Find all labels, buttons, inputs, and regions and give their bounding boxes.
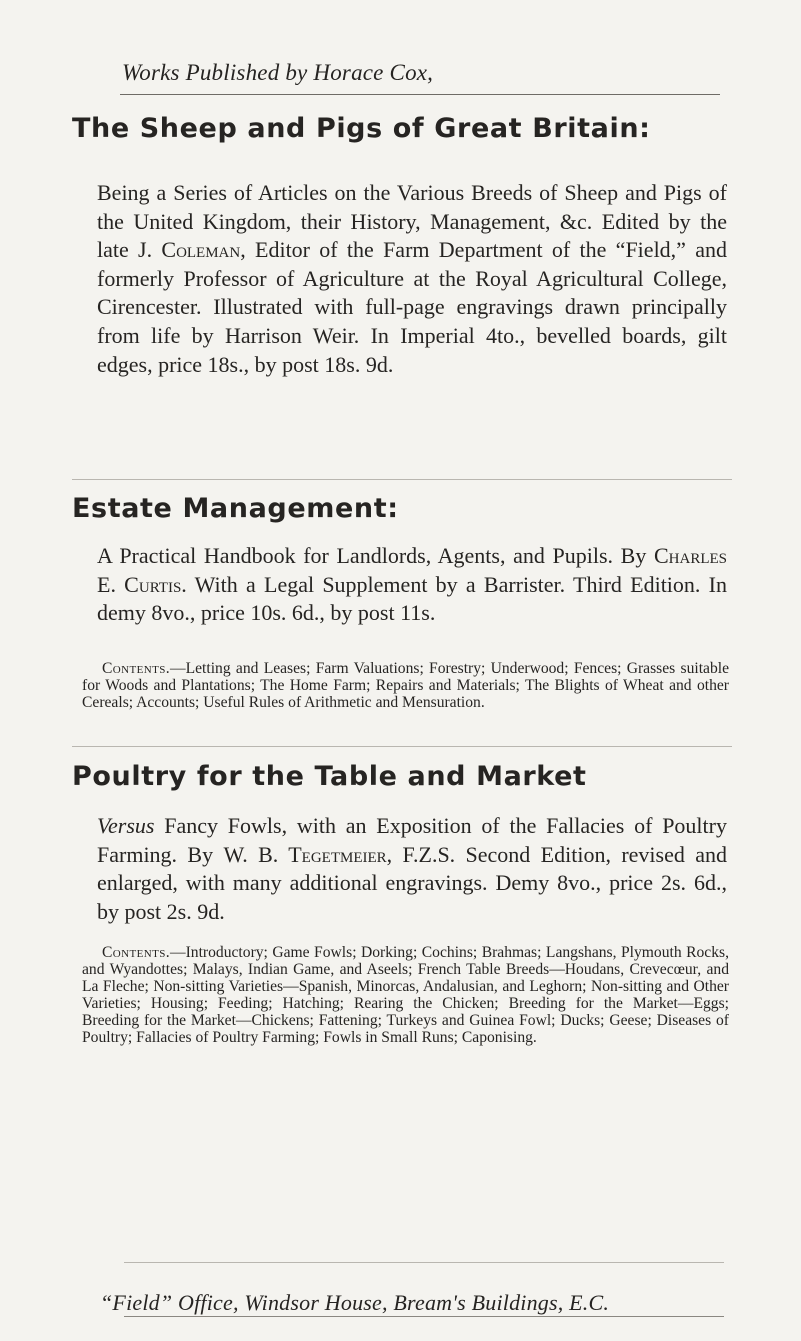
editor-name: Coleman xyxy=(161,237,241,263)
description-text: Being a Series of Articles on the Various Breeds of Sheep and Pigs of the United Kingdom, their History, Management, &c. Edited by the late J. xyxy=(97,180,727,263)
contents-text: —Letting and Leases; Farm Valuations; Forestry; Underwood; Fences; Grasses suitable for Woods and Plantations; The Home Farm; Repairs and Materials; The Blights of Wheat and other Cereals; Accounts; Useful Rules of Arithmetic and Mensuration. xyxy=(82,660,729,711)
book-description xyxy=(97,812,727,926)
book-title: Estate Management: xyxy=(72,493,399,524)
versus-word: Versus xyxy=(97,813,155,838)
running-head: Works Published by Horace Cox, xyxy=(122,60,434,85)
section-divider xyxy=(72,746,732,747)
contents-text: —Introductory; Game Fowls; Dorking; Cochins; Brahmas; Langshans, Plymouth Rocks, and Wyandottes; Malays, Indian Game, and Aseels; French Table Breeds—Houdans, Crevecœur, and La Fleche; Non-sitting Varieties—Spanish, Minorcas, Andalusian, and Leghorn; Non-sitting and Other Varieties; Housing; Feeding; Hatching; Rearing the Chicken; Breeding for the Market—Eggs; Breeding for the Market—Chickens; Fattening; Turkeys and Guinea Fowl; Ducks; Geese; Diseases of Poultry; Fallacies of Poultry Farming; Fowls in Small Runs; Caponising. xyxy=(82,944,729,1046)
description-text: Fancy Fowls, with an Exposition of the Fallacies of Poultry Farming. By xyxy=(97,813,727,867)
description-text-continued: , Editor of the Farm Department of the “Field,” and formerly Professor of Agriculture at the Royal Agricultural College, Cirencester. Illustrated with full-page engravings drawn principally from life by Harrison Weir. In Imperial 4to., bevelled boards, gilt edges, price 18s., by post 18s. 9d. xyxy=(97,237,727,377)
imprint-rule xyxy=(124,1316,724,1317)
book-title: Poultry for the Table and Market xyxy=(72,761,587,792)
contents-list xyxy=(82,944,729,1046)
section-divider xyxy=(72,479,732,480)
book-title: The Sheep and Pigs of Great Britain: xyxy=(72,113,651,144)
book-description xyxy=(97,179,727,379)
publisher-imprint: “Field” Office, Windsor House, Bream's Buildings, E.C. xyxy=(100,1290,610,1315)
contents-list xyxy=(82,660,729,711)
description-text: A Practical Handbook for Landlords, Agents, and Pupils. By xyxy=(97,543,654,568)
contents-label: Contents. xyxy=(102,944,171,961)
description-text-continued: . With a Legal Supplement by a Barrister. Third Edition. In demy 8vo., price 10s. 6d., by post 11s. xyxy=(97,571,727,626)
description-text-continued: , F.Z.S. Second Edition, revised and enlarged, with many additional engravings. Demy 8vo., price 2s. 6d., by post 2s. 9d. xyxy=(97,841,727,924)
footer-divider xyxy=(124,1262,724,1263)
book-description xyxy=(97,542,727,628)
header-rule xyxy=(120,94,720,95)
contents-label: Contents. xyxy=(102,660,171,677)
author-name: W. B. Tegetmeier xyxy=(223,841,387,867)
author-name: Charles E. Curtis xyxy=(97,543,727,597)
